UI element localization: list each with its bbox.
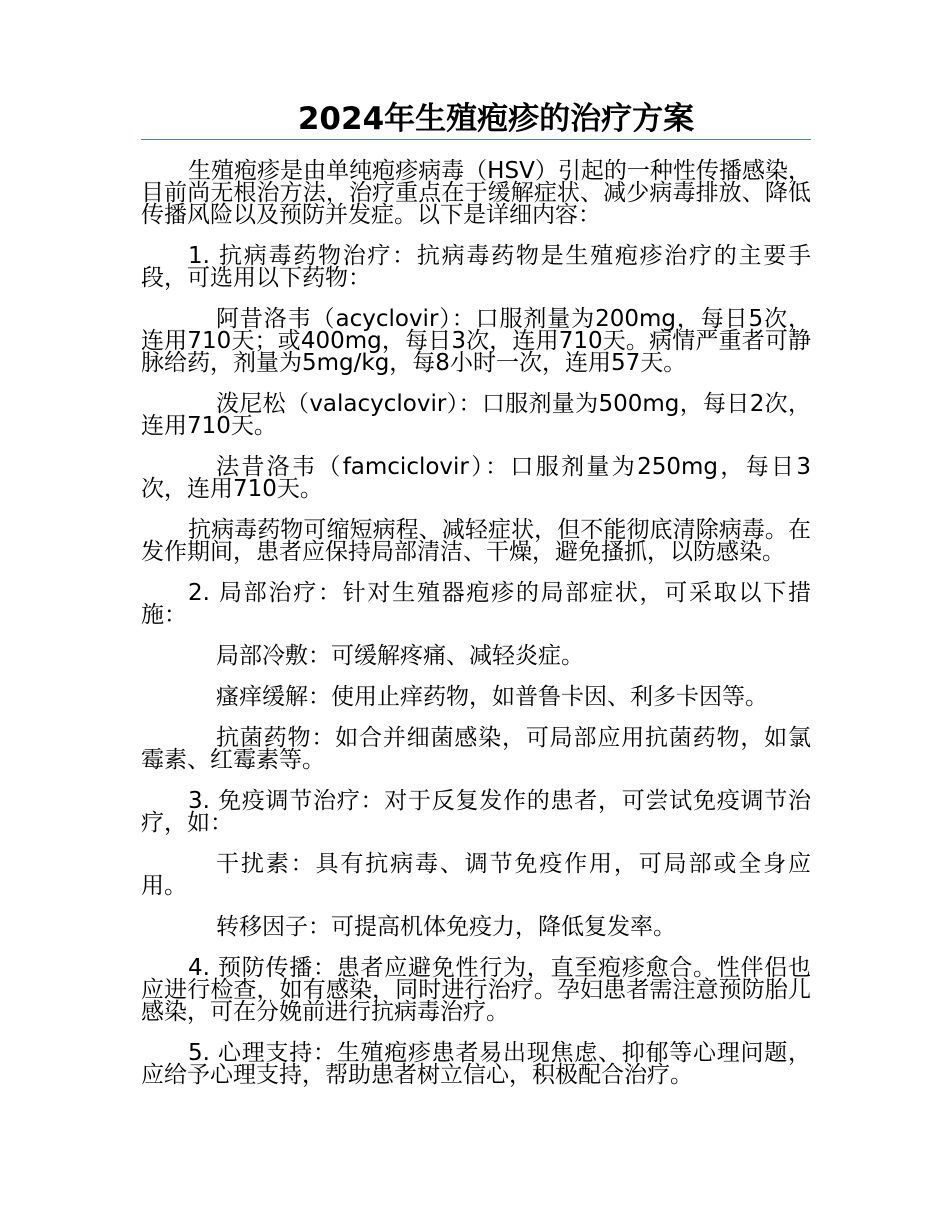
item-famciclovir: 法昔洛韦（famciclovir）：口服剂量为250mg，每日3次，连用710天。 xyxy=(141,454,811,502)
section-local-treatment: 2. 局部治疗：针对生殖器疱疹的局部症状，可采取以下措施： xyxy=(141,580,811,628)
item-antibacterial: 抗菌药物：如合并细菌感染，可局部应用抗菌药物，如氯霉素、红霉素等。 xyxy=(141,725,811,773)
section-immune-therapy: 3. 免疫调节治疗：对于反复发作的患者，可尝试免疫调节治疗，如： xyxy=(141,788,811,836)
antiviral-note: 抗病毒药物可缩短病程、减轻症状，但不能彻底清除病毒。在发作期间，患者应保持局部清洁、干燥，避免搔抓，以防感染。 xyxy=(141,517,811,565)
section-psychological-support: 5. 心理支持：生殖疱疹患者易出现焦虑、抑郁等心理问题，应给予心理支持，帮助患者树立信心，积极配合治疗。 xyxy=(141,1040,811,1088)
document-title: 2024年生殖疱疹的治疗方案 xyxy=(141,100,811,140)
intro-paragraph: 生殖疱疹是由单纯疱疹病毒（HSV）引起的一种性传播感染，目前尚无根治方法，治疗重点在于缓解症状、减少病毒排放、降低传播风险以及预防并发症。以下是详细内容： xyxy=(141,158,811,228)
document-page xyxy=(141,100,811,1086)
item-cold-compress: 局部冷敷：可缓解疼痛、减轻炎症。 xyxy=(216,643,584,669)
section-antiviral: 1. 抗病毒药物治疗：抗病毒药物是生殖疱疹治疗的主要手段，可选用以下药物： xyxy=(141,243,811,291)
item-interferon: 干扰素：具有抗病毒、调节免疫作用，可局部或全身应用。 xyxy=(141,851,811,899)
section-prevent-transmission: 4. 预防传播：患者应避免性行为，直至疱疹愈合。性伴侣也应进行检查，如有感染，同时进行治疗。孕妇患者需注意预防胎儿感染，可在分娩前进行抗病毒治疗。 xyxy=(141,955,811,1025)
item-acyclovir: 阿昔洛韦（acyclovir）：口服剂量为200mg，每日5次，连用710天；或400mg，每日3次，连用710天。病情严重者可静脉给药，剂量为5mg/kg，每8小时一次，连用57天。 xyxy=(141,306,811,376)
item-itch-relief: 瘙痒缓解：使用止痒药物，如普鲁卡因、利多卡因等。 xyxy=(216,684,768,710)
item-transfer-factor: 转移因子：可提高机体免疫力，降低复发率。 xyxy=(216,914,676,940)
item-valacyclovir: 泼尼松（valacyclovir）：口服剂量为500mg，每日2次，连用710天。 xyxy=(141,391,811,439)
